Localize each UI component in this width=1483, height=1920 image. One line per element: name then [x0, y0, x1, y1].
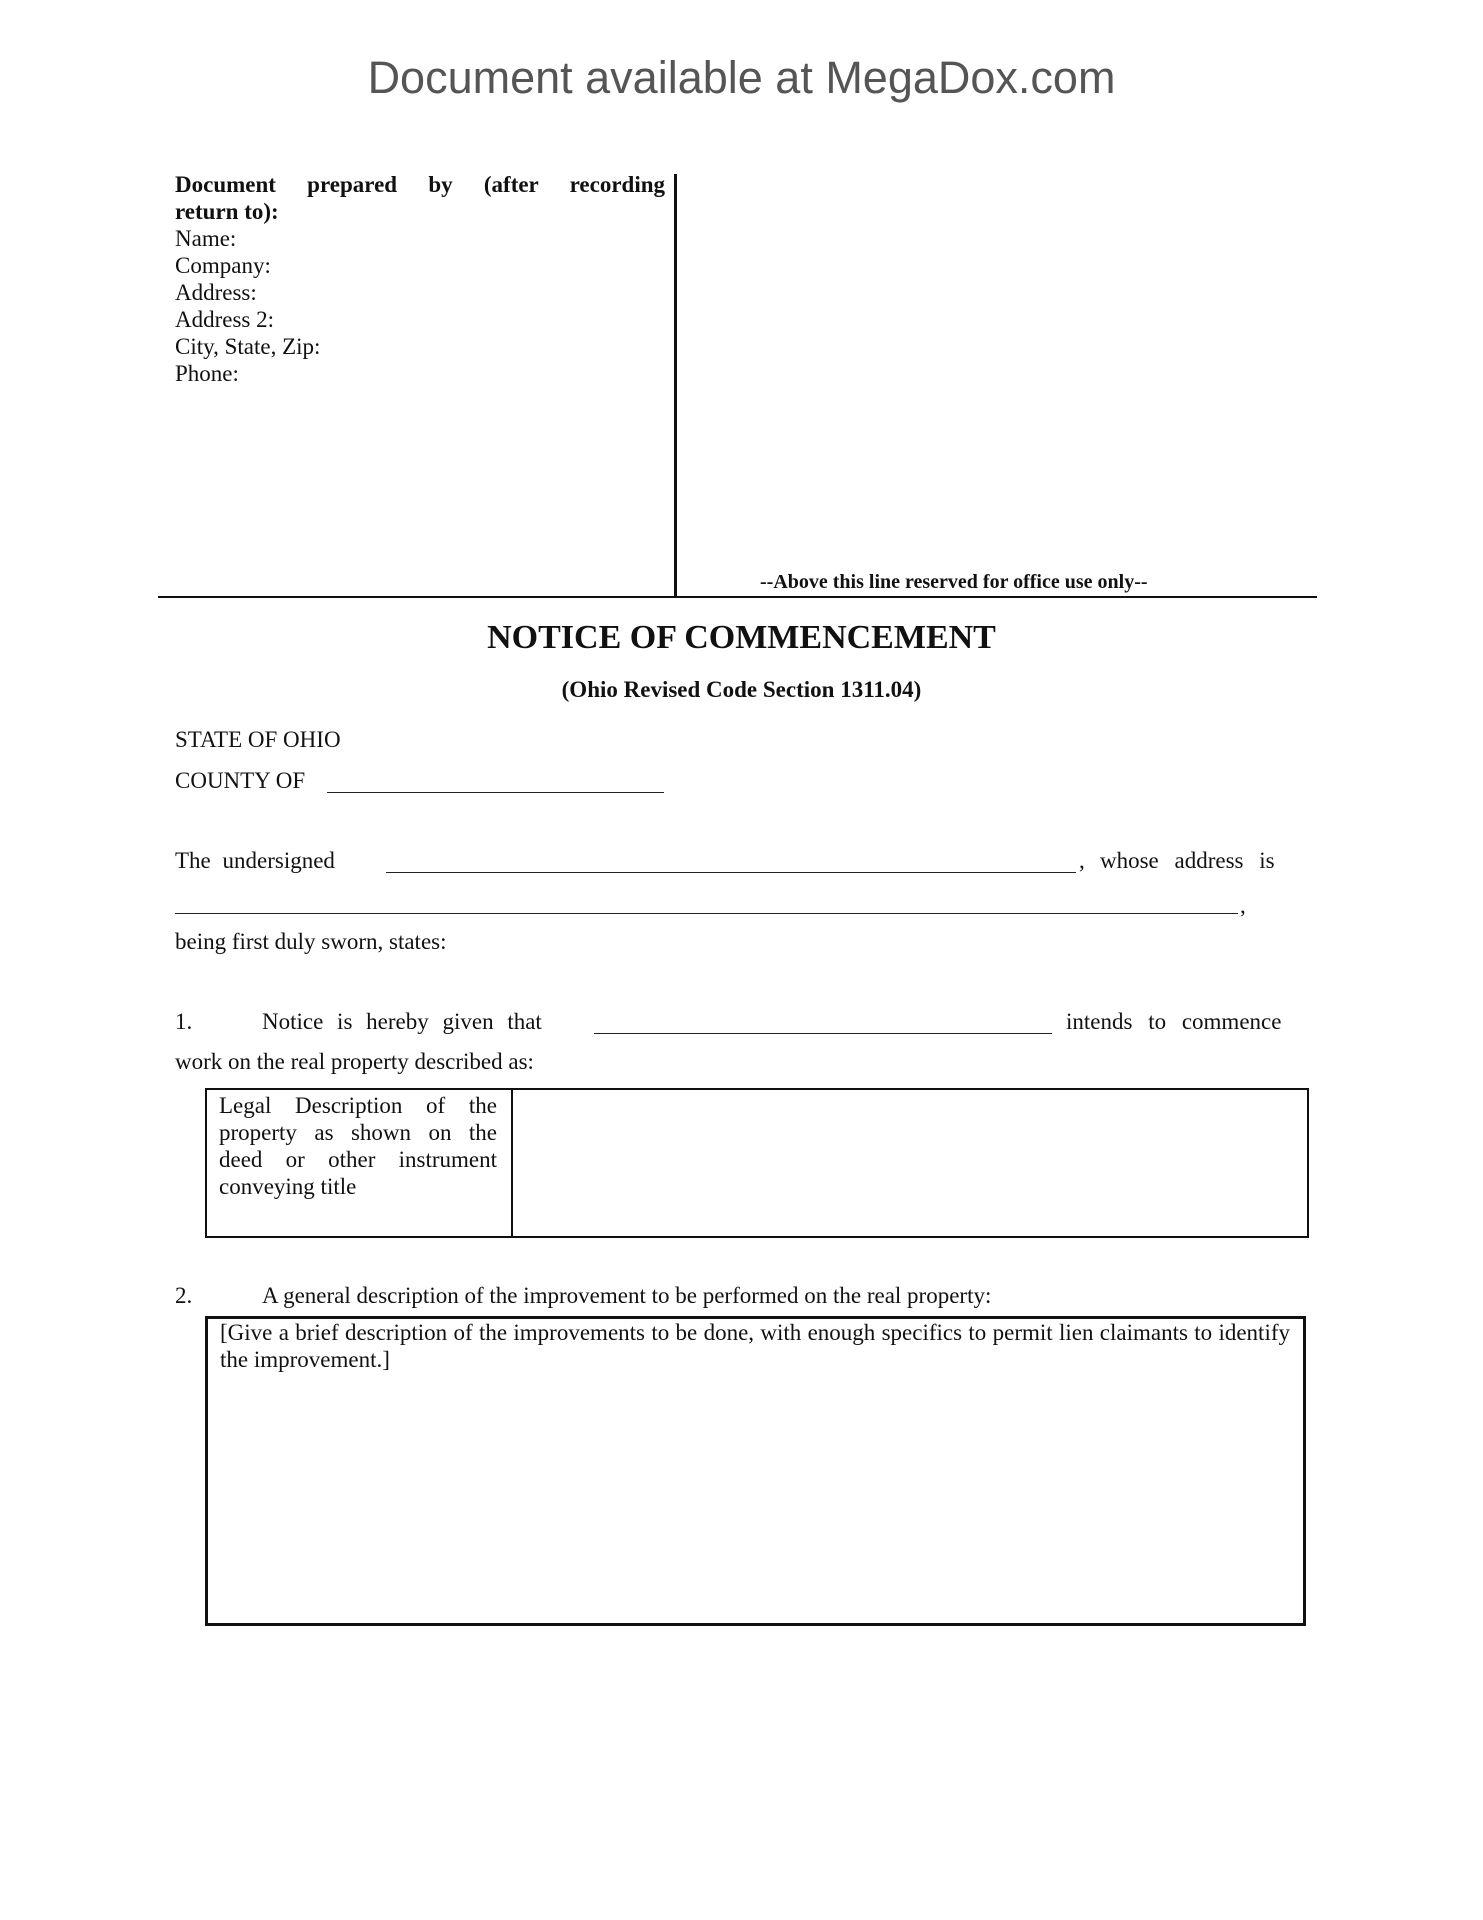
whose-address-label: whose address is — [1100, 848, 1275, 873]
undersigned-label: The undersigned — [175, 848, 335, 873]
preparer-company-label: Company: — [175, 253, 271, 278]
item1-prefix: Notice is hereby given that — [262, 1009, 542, 1034]
undersigned-comma: , — [1079, 848, 1085, 873]
document-title: NOTICE OF COMMENCEMENT — [487, 619, 996, 656]
legal-description-divider — [511, 1090, 513, 1236]
watermark: Document available at MegaDox.com — [367, 52, 1116, 103]
state-line: STATE OF OHIO — [175, 727, 341, 752]
legal-description-label: Legal Description of the property as shown on the deed or other instrument conveying title — [219, 1093, 497, 1199]
undersigned-address-field[interactable] — [175, 913, 1238, 914]
item2-number: 2. — [175, 1283, 193, 1308]
improvement-instructions: [Give a brief description of the improvements to be done, with enough specifics to permit lien claimants to identify the improvement.] — [220, 1320, 1290, 1372]
reserved-note: --Above this line reserved for office use only-- — [760, 571, 1148, 593]
recording-divider-horizontal — [158, 596, 1317, 598]
preparer-name-label: Name: — [175, 226, 237, 251]
item2-text: A general description of the improvement to be performed on the real property: — [262, 1283, 992, 1308]
preparer-address-label: Address: — [175, 280, 257, 305]
improvement-description-box[interactable] — [205, 1316, 1306, 1626]
county-label: COUNTY OF — [175, 768, 306, 793]
undersigned-name-field[interactable] — [386, 872, 1076, 873]
recording-divider-vertical — [674, 174, 677, 598]
preparer-city-state-zip-label: City, State, Zip: — [175, 334, 321, 359]
preparer-phone-label: Phone: — [175, 361, 239, 386]
county-field[interactable] — [327, 792, 664, 793]
preparer-block — [175, 171, 665, 387]
item1-party-field[interactable] — [594, 1033, 1052, 1034]
legal-description-table — [205, 1088, 1309, 1238]
preparer-heading-cont: return to): — [175, 199, 279, 224]
preparer-heading: Document prepared by (after recording — [175, 172, 665, 197]
item1-suffix: intends to commence — [1066, 1009, 1282, 1034]
item1-continuation: work on the real property described as: — [175, 1049, 534, 1074]
item1-number: 1. — [175, 1009, 193, 1034]
document-subtitle: (Ohio Revised Code Section 1311.04) — [561, 677, 922, 702]
preparer-address2-label: Address 2: — [175, 307, 275, 332]
sworn-statement: being first duly sworn, states: — [175, 929, 447, 954]
address-comma: , — [1240, 893, 1246, 918]
